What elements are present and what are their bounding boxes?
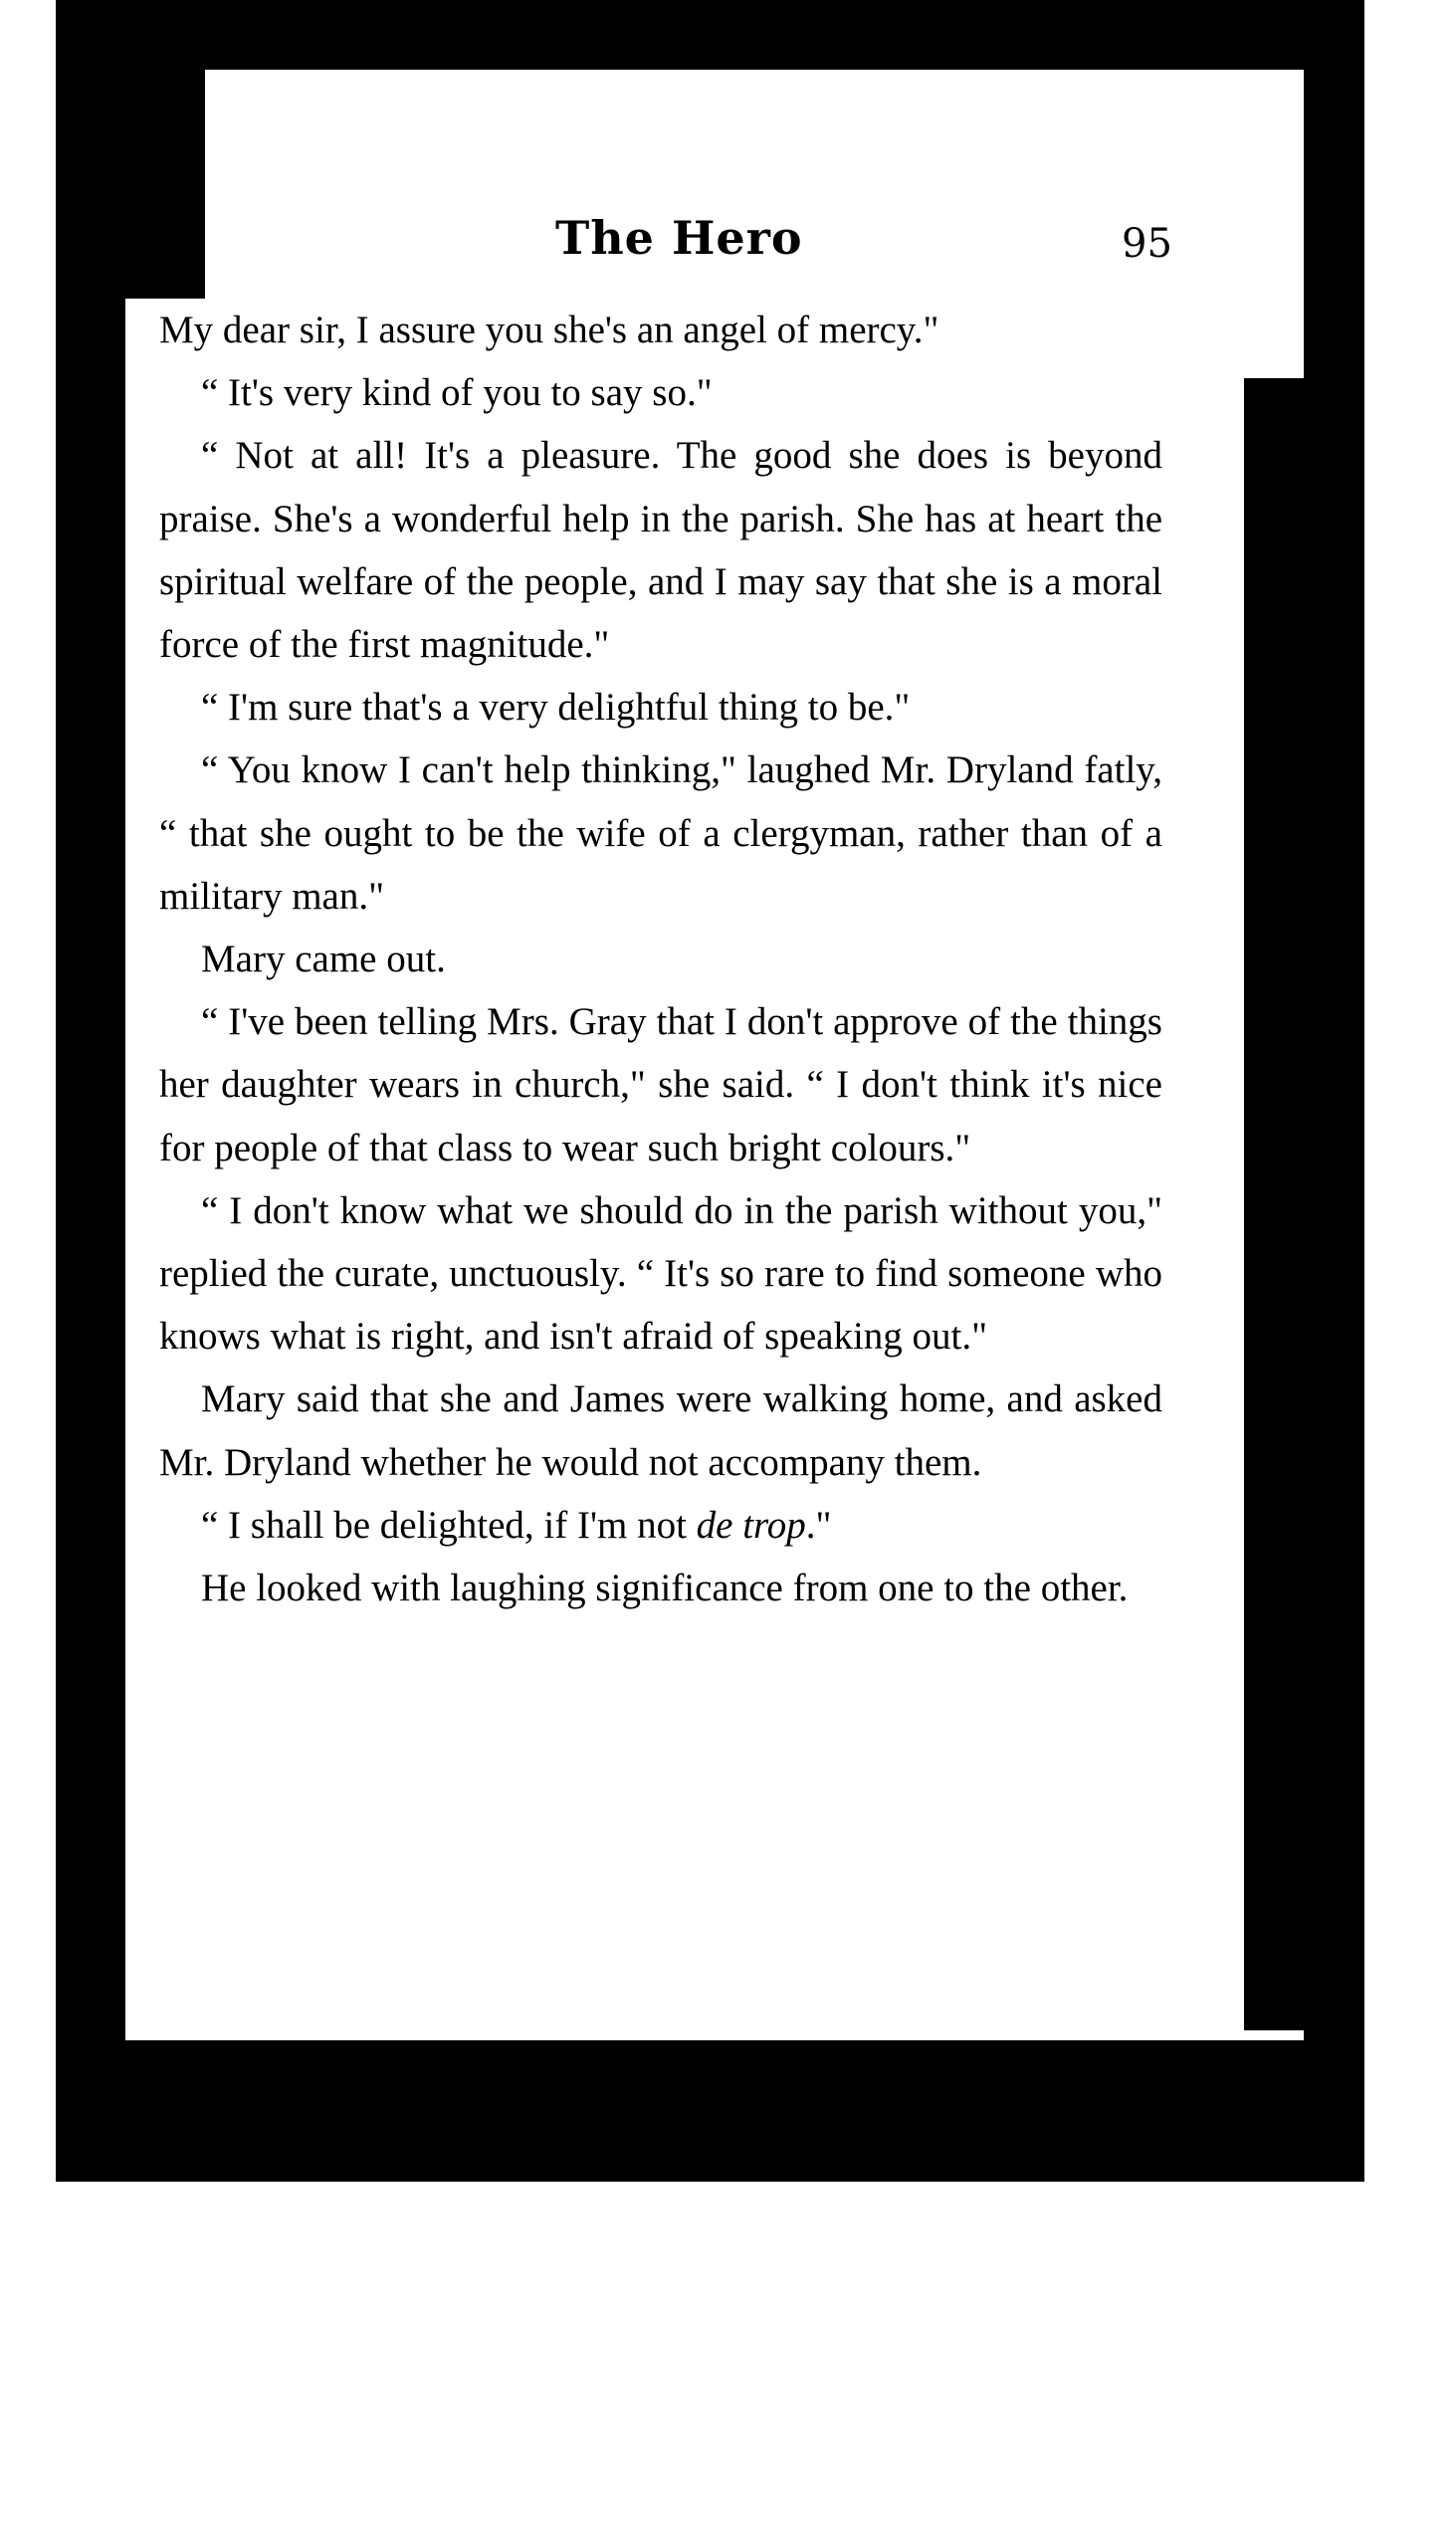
paragraph: “ I've been telling Mrs. Gray that I don't approve of the things her daughter wears in church," she said. “ I don't think it's nice for people of that class to wear such bright colours." xyxy=(159,1000,1162,1169)
paragraph: “ I'm sure that's a very delightful thing to be." xyxy=(201,686,911,730)
scan-edge-bottom xyxy=(56,2040,1364,2182)
page-number: 95 xyxy=(1122,221,1172,267)
paragraph: “ You know I can't help thinking," laughed Mr. Dryland fatly, “ that she ought to be the wife of a clergyman, rather than of a military man." xyxy=(159,748,1162,918)
paragraph-suffix: ." xyxy=(805,1503,832,1547)
italic-phrase: de trop xyxy=(696,1503,806,1547)
scan-edge-top-right xyxy=(1154,0,1364,70)
paragraph: Mary came out. xyxy=(201,938,446,981)
paragraph: Mary said that she and James were walking home, and asked Mr. Dryland whether he would not accompany them. xyxy=(159,1377,1162,1484)
paragraph: He looked with laughing significance from one to the other. xyxy=(201,1567,1129,1610)
paragraph: “ I don't know what we should do in the parish without you," replied the curate, unctuously. “ It's so rare to find someone who knows what is right, and isn't afraid of speaking out." xyxy=(159,1188,1162,1359)
running-head xyxy=(0,211,1456,271)
running-title: The Hero xyxy=(555,211,803,265)
paragraph: “ It's very kind of you to say so." xyxy=(201,371,713,415)
scan-edge-left xyxy=(56,299,125,2090)
paragraph: “ Not at all! It's a pleasure. The good she does is beyond praise. She's a wonderful help in the parish. She has at heart the spiritual welfare of the people, and I may say that she is a moral force of the first magnitude." xyxy=(159,434,1162,667)
paragraph-with-italic xyxy=(159,1494,1162,1557)
paragraph-prefix: “ I shall be delighted, if I'm not xyxy=(201,1503,697,1547)
body-text xyxy=(159,299,1162,1619)
scan-edge-right xyxy=(1244,378,1364,2030)
paragraph: My dear sir, I assure you she's an angel of mercy." xyxy=(159,309,939,351)
